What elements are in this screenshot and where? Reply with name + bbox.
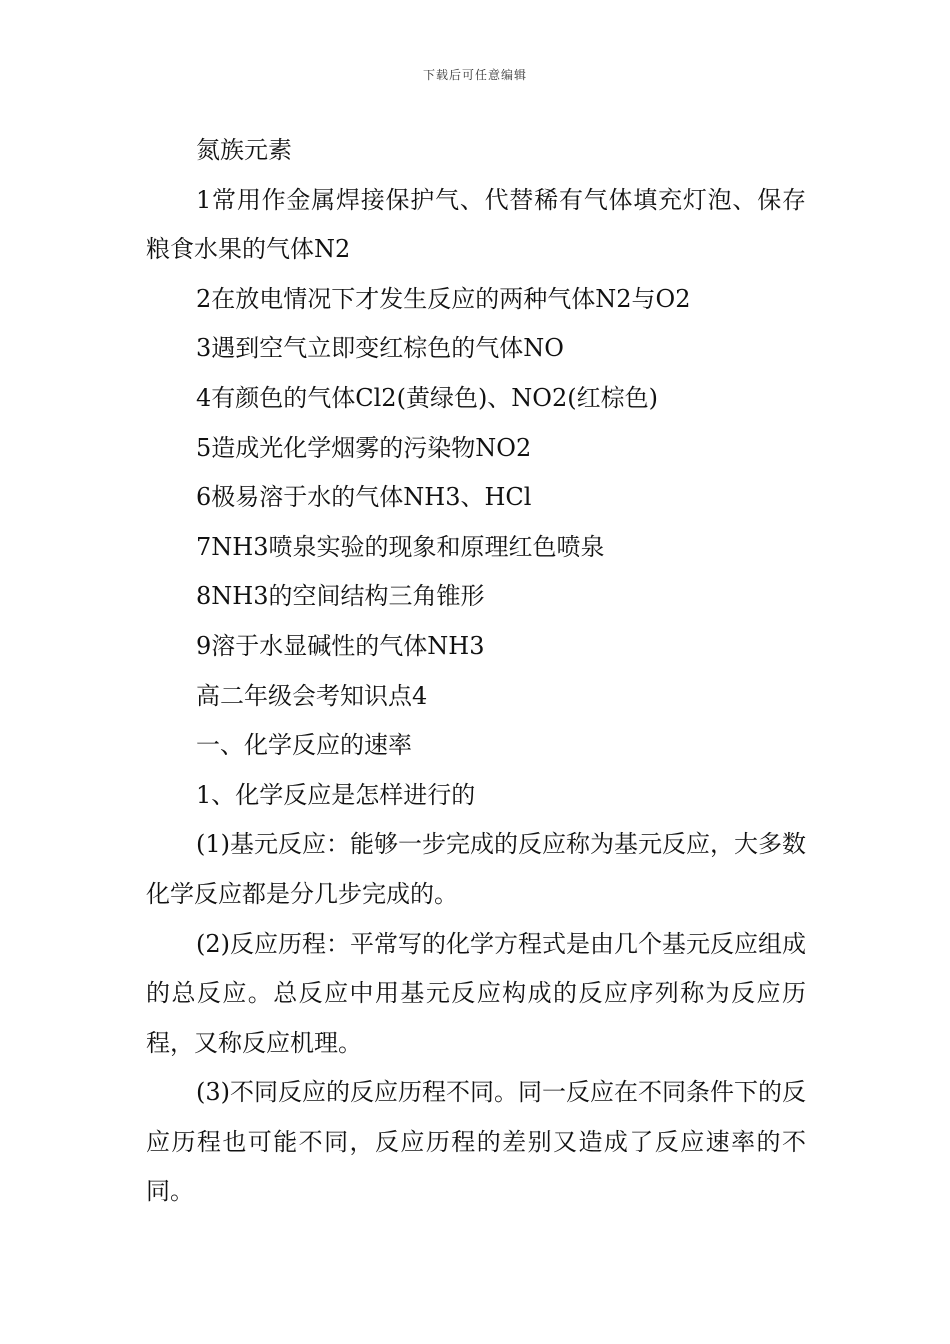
list-item-8: 8NH3的空间结构三角锥形	[196, 582, 485, 611]
list-item-3: 3遇到空气立即变红棕色的气体NO	[196, 334, 564, 363]
paragraph-reaction-mechanism: (2)反应历程：平常写的化学方程式是由几个基元反应组成的总反应。总反应中用基元反应构成的反应序列称为反应历程，又称反应机理。	[146, 929, 806, 1057]
page-header-note: 下载后可任意编辑	[422, 68, 527, 82]
list-item-5: 5造成光化学烟雾的污染物NO2	[196, 433, 532, 462]
list-item-2: 2在放电情况下才发生反应的两种气体N2与O2	[196, 284, 691, 313]
subsection-heading-how-reactions-proceed: 1、化学反应是怎样进行的	[196, 780, 476, 809]
section-title-knowledge-4: 高二年级会考知识点4	[196, 681, 428, 710]
document-body	[146, 126, 806, 1217]
list-item-6: 6极易溶于水的气体NH3、HCl	[196, 483, 532, 512]
paragraph-elementary-reaction: (1)基元反应：能够一步完成的反应称为基元反应，大多数化学反应都是分几步完成的。	[146, 830, 806, 908]
section-heading-nitrogen-group: 氮族元素	[196, 136, 292, 164]
list-item-1: 1常用作金属焊接保护气、代替稀有气体填充灯泡、保存粮食水果的气体N2	[146, 185, 806, 264]
list-item-9: 9溶于水显碱性的气体NH3	[196, 631, 485, 660]
paragraph-different-mechanisms: (3)不同反应的反应历程不同。同一反应在不同条件下的反应历程也可能不同，反应历程的差别又造成了反应速率的不同。	[146, 1078, 806, 1206]
section-heading-reaction-rate: 一、化学反应的速率	[196, 731, 412, 760]
list-item-7: 7NH3喷泉实验的现象和原理红色喷泉	[196, 532, 605, 561]
list-item-4: 4有颜色的气体Cl2(黄绿色)、NO2(红棕色)	[196, 383, 658, 412]
